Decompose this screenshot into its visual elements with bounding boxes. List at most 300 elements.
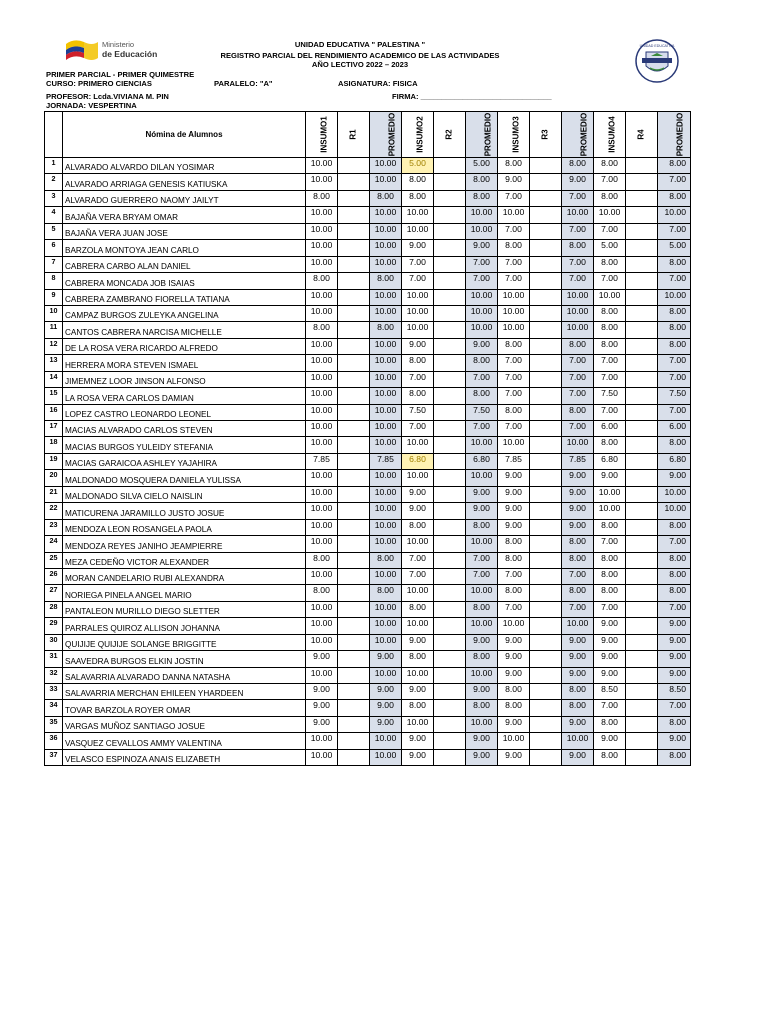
- grade-cell-insumo2: 9.00: [402, 240, 434, 256]
- school-logo-text: UNIDAD EDUCATIVA: [639, 44, 675, 48]
- grade-cell-insumo4: 7.00: [594, 174, 626, 190]
- grade-cell-insumo4: 9.00: [594, 733, 626, 749]
- grade-cell-promedio-1: 10.00: [370, 388, 402, 404]
- grade-cell-insumo3: 9.00: [498, 174, 530, 190]
- grade-cell-promedio-4: 10.00: [658, 207, 691, 223]
- student-name: TOVAR BARZOLA ROYER OMAR: [63, 700, 306, 716]
- grade-cell-insumo3: 10.00: [498, 618, 530, 634]
- student-name: QUIJIJE QUIJIJE SOLANGE BRIGGITTE: [63, 634, 306, 650]
- grade-cell-r2: [434, 388, 466, 404]
- col-header-r3: R3: [530, 112, 562, 158]
- table-row: [45, 240, 691, 256]
- row-number: 37: [45, 749, 63, 765]
- grade-cell-r2: [434, 601, 466, 617]
- grade-cell-promedio-1: 10.00: [370, 601, 402, 617]
- grade-cell-promedio-3: 7.00: [562, 256, 594, 272]
- grade-cell-promedio-3: 10.00: [562, 305, 594, 321]
- grade-cell-insumo3: 8.00: [498, 338, 530, 354]
- table-row: [45, 338, 691, 354]
- grade-cell-promedio-1: 10.00: [370, 256, 402, 272]
- grade-cell-promedio-4: 9.00: [658, 651, 691, 667]
- table-row: [45, 190, 691, 206]
- grade-cell-insumo3: 7.00: [498, 355, 530, 371]
- grade-cell-r2: [434, 585, 466, 601]
- grade-cell-insumo3: 8.00: [498, 240, 530, 256]
- row-number: 8: [45, 273, 63, 289]
- grade-cell-promedio-1: 10.00: [370, 223, 402, 239]
- grade-cell-promedio-4: 8.00: [658, 338, 691, 354]
- grade-cell-promedio-1: 10.00: [370, 158, 402, 174]
- grade-cell-insumo2: 8.00: [402, 700, 434, 716]
- grade-cell-promedio-2: 9.00: [466, 503, 498, 519]
- grade-cell-insumo4: 8.00: [594, 190, 626, 206]
- grade-cell-r4: [626, 273, 658, 289]
- grade-cell-insumo1: 10.00: [306, 207, 338, 223]
- row-number: 13: [45, 355, 63, 371]
- student-name: VASQUEZ CEVALLOS AMMY VALENTINA: [63, 733, 306, 749]
- grade-cell-insumo4: 7.00: [594, 273, 626, 289]
- grade-cell-promedio-2: 8.00: [466, 519, 498, 535]
- grade-cell-insumo1: 9.00: [306, 716, 338, 732]
- grade-cell-insumo3: 7.00: [498, 256, 530, 272]
- grade-cell-promedio-2: 9.00: [466, 749, 498, 765]
- grade-cell-insumo1: 10.00: [306, 568, 338, 584]
- student-name: SAAVEDRA BURGOS ELKIN JOSTIN: [63, 651, 306, 667]
- student-name: MORAN CANDELARIO RUBI ALEXANDRA: [63, 568, 306, 584]
- grade-cell-promedio-1: 10.00: [370, 536, 402, 552]
- student-name: MACIAS BURGOS YULEIDY STEFANIA: [63, 437, 306, 453]
- grade-cell-promedio-2: 7.00: [466, 371, 498, 387]
- grade-cell-promedio-4: 7.00: [658, 371, 691, 387]
- grade-cell-insumo4: 9.00: [594, 651, 626, 667]
- table-row: [45, 470, 691, 486]
- grade-cell-r4: [626, 240, 658, 256]
- student-name: MACIAS ALVARADO CARLOS STEVEN: [63, 421, 306, 437]
- table-row: [45, 437, 691, 453]
- grade-cell-promedio-4: 8.00: [658, 437, 691, 453]
- row-number: 17: [45, 421, 63, 437]
- table-row: [45, 404, 691, 420]
- grade-cell-promedio-1: 10.00: [370, 749, 402, 765]
- grade-cell-r4: [626, 355, 658, 371]
- grade-cell-promedio-1: 7.85: [370, 453, 402, 469]
- grade-cell-insumo2: 10.00: [402, 536, 434, 552]
- grade-cell-insumo1: 8.00: [306, 552, 338, 568]
- grade-cell-promedio-2: 9.00: [466, 733, 498, 749]
- student-name: BAJAÑA VERA JUAN JOSE: [63, 223, 306, 239]
- grade-cell-insumo3: 8.00: [498, 158, 530, 174]
- grade-cell-insumo4: 7.00: [594, 700, 626, 716]
- table-row: [45, 552, 691, 568]
- grade-cell-r2: [434, 322, 466, 338]
- grade-cell-promedio-4: 7.00: [658, 601, 691, 617]
- row-number: 16: [45, 404, 63, 420]
- row-number: 1: [45, 158, 63, 174]
- grade-cell-r4: [626, 437, 658, 453]
- student-name: LOPEZ CASTRO LEONARDO LEONEL: [63, 404, 306, 420]
- grade-cell-r1: [338, 568, 370, 584]
- grade-cell-promedio-4: 7.00: [658, 355, 691, 371]
- grade-cell-r3: [530, 190, 562, 206]
- grade-cell-insumo2: 9.00: [402, 634, 434, 650]
- table-row: [45, 618, 691, 634]
- grade-cell-insumo1: 10.00: [306, 355, 338, 371]
- table-row: [45, 733, 691, 749]
- grade-cell-promedio-4: 8.00: [658, 568, 691, 584]
- grade-cell-promedio-1: 10.00: [370, 371, 402, 387]
- grade-cell-insumo4: 8.00: [594, 568, 626, 584]
- row-number: 2: [45, 174, 63, 190]
- grade-cell-insumo1: 10.00: [306, 733, 338, 749]
- grade-cell-r4: [626, 601, 658, 617]
- row-number: 10: [45, 305, 63, 321]
- grade-cell-promedio-1: 10.00: [370, 338, 402, 354]
- grade-cell-r2: [434, 305, 466, 321]
- shift-label: JORNADA: VESPERTINA: [46, 101, 137, 110]
- grade-cell-r4: [626, 618, 658, 634]
- grade-cell-r3: [530, 388, 562, 404]
- grade-cell-r4: [626, 388, 658, 404]
- table-row: [45, 322, 691, 338]
- row-number: 6: [45, 240, 63, 256]
- grade-cell-r2: [434, 256, 466, 272]
- row-number: 19: [45, 453, 63, 469]
- student-name: MENDOZA REYES JANIHO JEAMPIERRE: [63, 536, 306, 552]
- grade-cell-r2: [434, 634, 466, 650]
- grade-cell-insumo3: 8.00: [498, 585, 530, 601]
- grade-cell-insumo1: 7.85: [306, 453, 338, 469]
- grade-cell-r4: [626, 568, 658, 584]
- grade-cell-insumo4: 7.00: [594, 223, 626, 239]
- grade-cell-promedio-2: 8.00: [466, 651, 498, 667]
- grade-cell-promedio-2: 8.00: [466, 601, 498, 617]
- grade-cell-r2: [434, 700, 466, 716]
- table-row: [45, 536, 691, 552]
- student-name: ALVARADO ALVARDO DILAN YOSIMAR: [63, 158, 306, 174]
- grade-cell-r4: [626, 667, 658, 683]
- teacher-label: PROFESOR: Lcda.VIVIANA M. PIN: [46, 92, 169, 101]
- grade-cell-promedio-3: 7.00: [562, 273, 594, 289]
- table-row: [45, 634, 691, 650]
- grades-table: [44, 111, 691, 766]
- grade-cell-insumo3: 10.00: [498, 289, 530, 305]
- grade-cell-r4: [626, 421, 658, 437]
- grade-cell-insumo2: 7.00: [402, 552, 434, 568]
- grade-cell-r2: [434, 568, 466, 584]
- table-row: [45, 388, 691, 404]
- grade-cell-insumo1: 10.00: [306, 503, 338, 519]
- grade-cell-promedio-1: 10.00: [370, 437, 402, 453]
- grade-cell-insumo3: 10.00: [498, 322, 530, 338]
- row-number: 18: [45, 437, 63, 453]
- grade-cell-r4: [626, 158, 658, 174]
- grade-cell-promedio-3: 8.00: [562, 684, 594, 700]
- grade-cell-insumo4: 8.00: [594, 305, 626, 321]
- grade-cell-r3: [530, 667, 562, 683]
- grade-cell-insumo1: 9.00: [306, 700, 338, 716]
- student-name: CABRERA ZAMBRANO FIORELLA TATIANA: [63, 289, 306, 305]
- grade-cell-insumo3: 10.00: [498, 733, 530, 749]
- grade-cell-insumo2: 10.00: [402, 207, 434, 223]
- grade-cell-insumo4: 9.00: [594, 667, 626, 683]
- student-name: MALDONADO MOSQUERA DANIELA YULISSA: [63, 470, 306, 486]
- grade-cell-insumo3: 10.00: [498, 437, 530, 453]
- grade-cell-r2: [434, 733, 466, 749]
- col-header-promedio4: PROMEDIO: [658, 112, 691, 158]
- table-row: [45, 453, 691, 469]
- grade-cell-promedio-4: 8.00: [658, 716, 691, 732]
- grade-cell-promedio-3: 7.00: [562, 223, 594, 239]
- grade-cell-promedio-4: 7.00: [658, 536, 691, 552]
- grade-cell-r3: [530, 585, 562, 601]
- grade-cell-promedio-1: 8.00: [370, 322, 402, 338]
- grade-cell-insumo1: 10.00: [306, 519, 338, 535]
- table-row: [45, 716, 691, 732]
- grade-cell-r2: [434, 338, 466, 354]
- grade-cell-r2: [434, 618, 466, 634]
- grade-cell-r3: [530, 437, 562, 453]
- grade-cell-insumo4: 7.00: [594, 355, 626, 371]
- grade-cell-promedio-3: 8.00: [562, 536, 594, 552]
- table-row: [45, 289, 691, 305]
- grade-cell-insumo2: 10.00: [402, 223, 434, 239]
- name-header: Nómina de Alumnos: [63, 112, 306, 158]
- grade-cell-insumo3: 10.00: [498, 305, 530, 321]
- grade-cell-promedio-2: 9.00: [466, 338, 498, 354]
- grade-cell-insumo2: 8.00: [402, 174, 434, 190]
- row-number: 3: [45, 190, 63, 206]
- grade-cell-promedio-1: 10.00: [370, 519, 402, 535]
- row-number: 24: [45, 536, 63, 552]
- row-number: 5: [45, 223, 63, 239]
- grade-cell-promedio-4: 10.00: [658, 503, 691, 519]
- grade-cell-promedio-4: 10.00: [658, 486, 691, 502]
- grade-cell-insumo4: 9.00: [594, 618, 626, 634]
- grade-cell-promedio-3: 10.00: [562, 207, 594, 223]
- student-name: MALDONADO SILVA CIELO NAISLIN: [63, 486, 306, 502]
- grade-cell-r4: [626, 207, 658, 223]
- grade-cell-r1: [338, 453, 370, 469]
- grade-cell-r2: [434, 158, 466, 174]
- grade-cell-insumo2: 7.00: [402, 371, 434, 387]
- student-name: NORIEGA PINELA ANGEL MARIO: [63, 585, 306, 601]
- grade-cell-r3: [530, 174, 562, 190]
- grade-cell-r3: [530, 322, 562, 338]
- grade-cell-promedio-1: 10.00: [370, 733, 402, 749]
- col-header-insumo4: INSUMO4: [594, 112, 626, 158]
- table-row: [45, 601, 691, 617]
- col-header-insumo1: INSUMO1: [306, 112, 338, 158]
- grade-cell-promedio-3: 7.00: [562, 190, 594, 206]
- grade-cell-insumo1: 10.00: [306, 371, 338, 387]
- grade-cell-insumo3: 9.00: [498, 470, 530, 486]
- row-number: 9: [45, 289, 63, 305]
- row-number: 34: [45, 700, 63, 716]
- grade-cell-r2: [434, 470, 466, 486]
- grade-cell-insumo2: 8.00: [402, 651, 434, 667]
- grade-cell-insumo3: 8.00: [498, 684, 530, 700]
- student-name: VARGAS MUÑOZ SANTIAGO JOSUE: [63, 716, 306, 732]
- grade-cell-promedio-1: 8.00: [370, 552, 402, 568]
- grade-cell-r3: [530, 486, 562, 502]
- table-row: [45, 355, 691, 371]
- grade-cell-insumo2: 9.00: [402, 338, 434, 354]
- grade-cell-insumo2: 10.00: [402, 322, 434, 338]
- grade-cell-promedio-3: 8.00: [562, 338, 594, 354]
- grade-cell-insumo2: 9.00: [402, 486, 434, 502]
- grade-cell-promedio-4: 9.00: [658, 667, 691, 683]
- grade-cell-promedio-2: 10.00: [466, 585, 498, 601]
- grade-cell-r1: [338, 585, 370, 601]
- grade-cell-promedio-2: 10.00: [466, 223, 498, 239]
- grade-cell-promedio-3: 7.00: [562, 388, 594, 404]
- row-number: 30: [45, 634, 63, 650]
- grade-cell-insumo3: 9.00: [498, 651, 530, 667]
- student-name: BAJAÑA VERA BRYAM OMAR: [63, 207, 306, 223]
- grade-cell-r4: [626, 585, 658, 601]
- student-name: MATICURENA JARAMILLO JUSTO JOSUE: [63, 503, 306, 519]
- grade-cell-promedio-1: 10.00: [370, 503, 402, 519]
- grade-cell-insumo2: 10.00: [402, 585, 434, 601]
- grade-cell-promedio-4: 9.00: [658, 470, 691, 486]
- grade-cell-promedio-3: 9.00: [562, 519, 594, 535]
- grade-cell-promedio-1: 8.00: [370, 585, 402, 601]
- grade-cell-promedio-2: 9.00: [466, 684, 498, 700]
- grade-cell-insumo1: 8.00: [306, 585, 338, 601]
- grade-cell-r4: [626, 256, 658, 272]
- grade-cell-r4: [626, 634, 658, 650]
- grade-cell-insumo4: 10.00: [594, 207, 626, 223]
- grade-cell-insumo1: 9.00: [306, 684, 338, 700]
- grade-cell-insumo2: 10.00: [402, 289, 434, 305]
- grade-cell-insumo3: 7.00: [498, 190, 530, 206]
- grade-rows: [45, 158, 691, 766]
- grade-cell-promedio-4: 8.00: [658, 749, 691, 765]
- grade-cell-insumo1: 10.00: [306, 634, 338, 650]
- grade-cell-promedio-4: 7.00: [658, 700, 691, 716]
- table-row: [45, 486, 691, 502]
- grade-cell-insumo2: 9.00: [402, 684, 434, 700]
- grade-cell-insumo3: 7.00: [498, 601, 530, 617]
- grade-cell-insumo2: 8.00: [402, 388, 434, 404]
- grade-cell-insumo2: 8.00: [402, 519, 434, 535]
- grade-cell-promedio-2: 9.00: [466, 634, 498, 650]
- grade-cell-insumo4: 7.00: [594, 536, 626, 552]
- grade-cell-insumo4: 6.00: [594, 421, 626, 437]
- grade-cell-insumo3: 10.00: [498, 207, 530, 223]
- grade-cell-insumo3: 7.00: [498, 371, 530, 387]
- grade-cell-promedio-4: 8.00: [658, 256, 691, 272]
- grade-cell-promedio-2: 10.00: [466, 536, 498, 552]
- grade-cell-insumo4: 10.00: [594, 486, 626, 502]
- grade-cell-promedio-3: 8.00: [562, 585, 594, 601]
- grade-cell-promedio-3: 9.00: [562, 749, 594, 765]
- ministerio-flag-icon: [64, 38, 100, 62]
- grade-cell-r2: [434, 355, 466, 371]
- grade-cell-insumo2: 8.00: [402, 355, 434, 371]
- grade-cell-r3: [530, 651, 562, 667]
- grade-cell-promedio-3: 8.00: [562, 240, 594, 256]
- grade-cell-insumo1: 10.00: [306, 404, 338, 420]
- grade-cell-r1: [338, 486, 370, 502]
- grade-cell-insumo2: 9.00: [402, 749, 434, 765]
- student-name: HERRERA MORA STEVEN ISMAEL: [63, 355, 306, 371]
- grade-cell-r2: [434, 651, 466, 667]
- grade-cell-r4: [626, 486, 658, 502]
- grade-cell-insumo4: 7.00: [594, 404, 626, 420]
- grade-cell-r1: [338, 256, 370, 272]
- grade-cell-r3: [530, 618, 562, 634]
- grade-cell-promedio-2: 7.00: [466, 568, 498, 584]
- grade-cell-promedio-1: 10.00: [370, 207, 402, 223]
- grade-cell-promedio-2: 9.00: [466, 240, 498, 256]
- grade-cell-r4: [626, 684, 658, 700]
- grade-cell-promedio-3: 8.00: [562, 700, 594, 716]
- grade-cell-r3: [530, 305, 562, 321]
- year-title: AÑO LECTIVO 2022 – 2023: [311, 60, 409, 69]
- grade-cell-promedio-3: 8.00: [562, 552, 594, 568]
- grade-cell-r1: [338, 388, 370, 404]
- grade-cell-r3: [530, 519, 562, 535]
- grade-cell-insumo3: 9.00: [498, 486, 530, 502]
- table-row: [45, 667, 691, 683]
- grade-cell-r3: [530, 536, 562, 552]
- grade-cell-r1: [338, 651, 370, 667]
- grade-cell-insumo2: 10.00: [402, 305, 434, 321]
- grade-cell-insumo4: 7.00: [594, 601, 626, 617]
- grade-cell-r4: [626, 322, 658, 338]
- grade-cell-promedio-4: 7.50: [658, 388, 691, 404]
- grade-cell-r1: [338, 634, 370, 650]
- grade-cell-r1: [338, 273, 370, 289]
- grade-cell-promedio-1: 8.00: [370, 273, 402, 289]
- grade-cell-promedio-3: 10.00: [562, 437, 594, 453]
- table-row: [45, 749, 691, 765]
- course-label: CURSO: PRIMERO CIENCIAS: [46, 79, 152, 88]
- row-number: 35: [45, 716, 63, 732]
- grade-cell-promedio-4: 7.00: [658, 404, 691, 420]
- row-number: 23: [45, 519, 63, 535]
- grade-cell-insumo3: 9.00: [498, 634, 530, 650]
- grade-cell-r1: [338, 716, 370, 732]
- grade-cell-r1: [338, 421, 370, 437]
- student-name: PANTALEON MURILLO DIEGO SLETTER: [63, 601, 306, 617]
- grade-cell-r1: [338, 404, 370, 420]
- grade-cell-r1: [338, 207, 370, 223]
- grade-cell-promedio-2: 7.00: [466, 256, 498, 272]
- grade-cell-promedio-3: 10.00: [562, 733, 594, 749]
- grade-cell-r3: [530, 716, 562, 732]
- grade-cell-insumo1: 8.00: [306, 190, 338, 206]
- table-row: [45, 585, 691, 601]
- grade-cell-insumo3: 7.00: [498, 223, 530, 239]
- grade-cell-promedio-4: 8.00: [658, 322, 691, 338]
- col-header-promedio3: PROMEDIO: [562, 112, 594, 158]
- student-name: SALAVARRIA ALVARADO DANNA NATASHA: [63, 667, 306, 683]
- grade-cell-promedio-4: 6.00: [658, 421, 691, 437]
- grade-cell-r4: [626, 190, 658, 206]
- table-row: [45, 158, 691, 174]
- grade-cell-r4: [626, 733, 658, 749]
- grade-cell-insumo3: 8.00: [498, 552, 530, 568]
- grade-cell-r4: [626, 289, 658, 305]
- grade-cell-r2: [434, 223, 466, 239]
- row-number: 12: [45, 338, 63, 354]
- grade-cell-promedio-4: 10.00: [658, 289, 691, 305]
- grade-cell-promedio-3: 8.00: [562, 158, 594, 174]
- grade-cell-r1: [338, 174, 370, 190]
- grade-cell-insumo1: 10.00: [306, 305, 338, 321]
